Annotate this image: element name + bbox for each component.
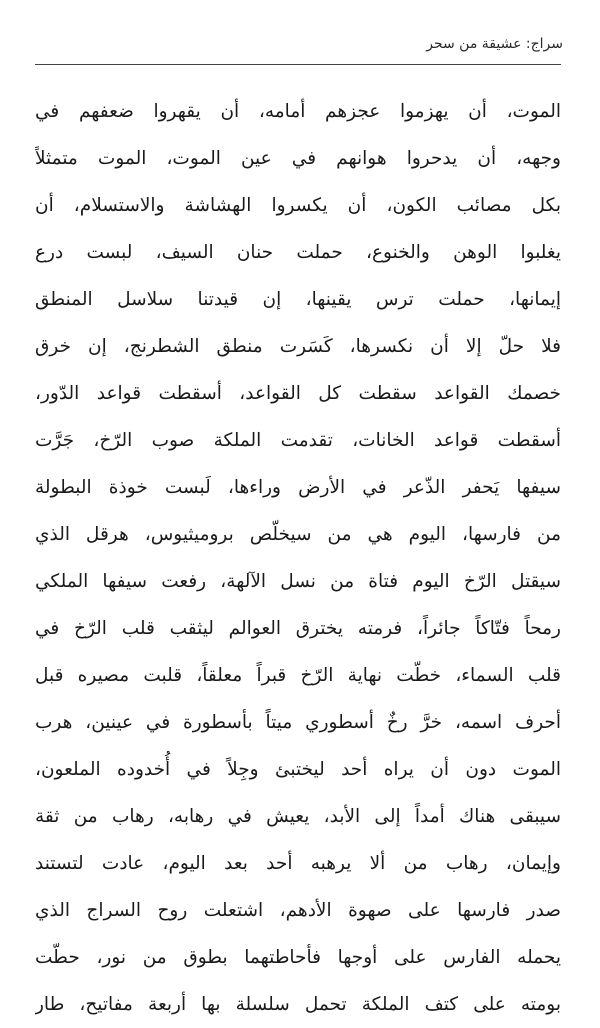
text-line: فلا حلّ إلا أن نكسرها، كَسَرت منطق الشطرنج، إن خرق [35, 336, 561, 357]
text-line: وجهه، أن يدحروا هوانهم في عين الموت، الموت متمثلاً [35, 148, 561, 169]
text-line: بومته على كتف الملكة تحمل سلسلة بها أربعة مفاتيح، طار [35, 994, 561, 1015]
text-line: سيفها يَحفر الذّعر في الأرض وراءها، لَبست خوذة البطولة [35, 477, 561, 498]
text-line: سيبقى هناك أمداً إلى الأبد، يعيش في رهابه، رهاب من ثقة [35, 806, 561, 827]
text-line: سيقتل الرّخ اليوم فتاة من نسل الآلهة، رفعت سيفها الملكي [35, 571, 561, 592]
text-line: أسقطت قواعد الخانات، تقدمت الملكة صوب الرّخ، جَرَّت [35, 430, 561, 451]
text-line: صدر فارسها على صهوة الأدهم، اشتعلت روح السراج الذي [35, 900, 561, 921]
text-line: يحمله الفارس على أوجها فأحاطتهما بطوق من نور، حطّت [35, 947, 561, 968]
text-line: بكل مصائب الكون، أن يكسروا الهشاشة والاستسلام، أن [35, 195, 561, 216]
body-text [35, 88, 561, 1028]
text-line: الموت دون أن يراه أحد ليختبئ وجِلاً في أُخدوده الملعون، [35, 759, 561, 780]
text-line: وإيمان، رهاب من ألا يرهبه أحد بعد اليوم، عادت لتستند [35, 853, 561, 874]
text-line: قلب السماء، خطّت نهاية الرّخ قبراً معلقاً، قلبت مصيره قبل [35, 665, 561, 686]
text-line: خصمك القواعد سقطت كل القواعد، أسقطت قواعد الدّور، [35, 383, 561, 404]
text-line: من فارسها، اليوم هي من سيخلّص بروميثيوس، هرقل الذي [35, 524, 561, 545]
text-line: الموت، أن يهزموا عجزهم أمامه، أن يقهروا ضعفهم في [35, 101, 561, 122]
running-header-title: سراج: عشيقة من سحر [426, 36, 563, 52]
text-line: أحرف اسمه، خرَّ رخٌ أسطوري ميتاً بأسطورة في عينين، هرب [35, 712, 561, 733]
header-divider [35, 64, 561, 65]
text-line: رمحاً فتّاكاً جائراً، فرمته يخترق العوالم ليثقب قلب الرّخ في [35, 618, 561, 639]
text-line: إيمانها، حملت ترس يقينها، إن قيدتنا سلاسل المنطق [35, 289, 561, 310]
text-line: يغلبوا الوهن والخنوع، حملت حنان السيف، لبست درع [35, 242, 561, 263]
